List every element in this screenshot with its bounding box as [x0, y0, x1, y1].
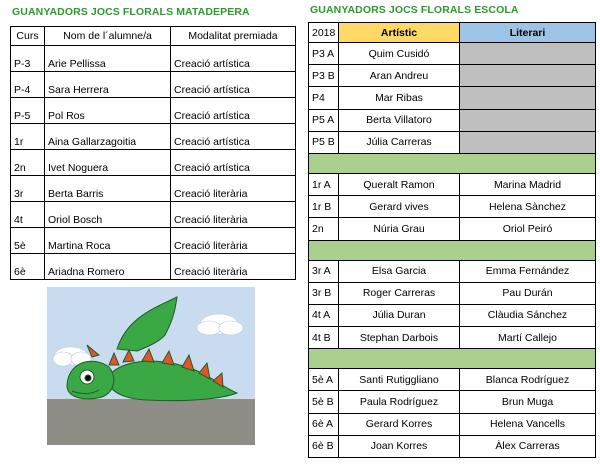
curs-cell: 5è A: [309, 369, 339, 391]
header-modalitat: Modalitat premiada: [171, 27, 296, 46]
curs-cell: 3r A: [309, 260, 339, 282]
artistic-winner-cell: Elsa Garcia: [339, 260, 460, 282]
curs-cell: 1r: [11, 124, 45, 150]
literari-winner-cell: Helena Vancells: [460, 413, 596, 435]
table-row: [309, 369, 596, 391]
modalitat-cell: Creació artística: [171, 124, 296, 150]
curs-cell: P3 A: [309, 43, 339, 65]
student-name-cell: Martina Roca: [45, 228, 171, 254]
table-row: [309, 65, 596, 87]
modalitat-cell: Creació artística: [171, 150, 296, 176]
header-nom: Nom de l´alumne/a: [45, 27, 171, 46]
table-row: [309, 304, 596, 326]
right-title: GUANYADORS JOCS FLORALS ESCOLA: [310, 4, 519, 16]
artistic-winner-cell: Joan Korres: [339, 435, 460, 457]
student-name-cell: Ariadna Romero: [45, 254, 171, 280]
student-name-cell: Sara Herrera: [45, 72, 171, 98]
right-winners-table: [308, 22, 596, 458]
right-header-row: [309, 23, 596, 43]
header-curs: Curs: [11, 27, 45, 46]
curs-cell: P3 B: [309, 65, 339, 87]
curs-cell: 5è: [11, 228, 45, 254]
right-table-body: [309, 43, 596, 458]
table-row: [309, 391, 596, 413]
table-row: [11, 124, 296, 150]
table-row: [309, 435, 596, 457]
literari-winner-cell: Pau Durán: [460, 282, 596, 304]
header-year: 2018: [309, 23, 339, 43]
dragon-drawing: [47, 287, 255, 445]
table-row: [309, 196, 596, 218]
modalitat-cell: Creació literària: [171, 228, 296, 254]
separator-cell: [309, 153, 596, 173]
literari-winner-cell: Marina Madrid: [460, 173, 596, 195]
curs-cell: 4t B: [309, 327, 339, 349]
curs-cell: 6è A: [309, 413, 339, 435]
student-name-cell: Arie Pellissa: [45, 46, 171, 72]
artistic-winner-cell: Mar Ribas: [339, 87, 460, 109]
table-row: [309, 109, 596, 131]
modalitat-cell: Creació artística: [171, 72, 296, 98]
modalitat-cell: Creació literària: [171, 202, 296, 228]
curs-cell: P5 A: [309, 109, 339, 131]
table-row: [309, 87, 596, 109]
left-header-row: [11, 27, 296, 46]
curs-cell: P4: [309, 87, 339, 109]
table-row: [309, 131, 596, 153]
literari-winner-cell: Emma Fernández: [460, 260, 596, 282]
separator-cell: [309, 240, 596, 260]
table-row: [11, 150, 296, 176]
curs-cell: P-4: [11, 72, 45, 98]
student-name-cell: Oriol Bosch: [45, 202, 171, 228]
literari-winner-cell: [460, 109, 596, 131]
curs-cell: 6è: [11, 254, 45, 280]
modalitat-cell: Creació artística: [171, 98, 296, 124]
modalitat-cell: Creació literària: [171, 254, 296, 280]
literari-winner-cell: Àlex Carreras: [460, 435, 596, 457]
student-name-cell: Berta Barris: [45, 176, 171, 202]
artistic-winner-cell: Berta Villatoro: [339, 109, 460, 131]
table-row: [11, 46, 296, 72]
artistic-winner-cell: Paula Rodríguez: [339, 391, 460, 413]
curs-cell: P-5: [11, 98, 45, 124]
artistic-winner-cell: Santi Rutiggliano: [339, 369, 460, 391]
modalitat-cell: Creació literària: [171, 176, 296, 202]
left-winners-table: [10, 26, 296, 280]
curs-cell: 6è B: [309, 435, 339, 457]
table-row: [309, 413, 596, 435]
artistic-winner-cell: Aran Andreu: [339, 65, 460, 87]
curs-cell: 5è B: [309, 391, 339, 413]
separator-row: [309, 240, 596, 260]
table-row: [11, 98, 296, 124]
header-artistic: Artístic: [339, 23, 460, 43]
literari-winner-cell: Oriol Peiró: [460, 218, 596, 240]
curs-cell: 4t A: [309, 304, 339, 326]
table-row: [309, 282, 596, 304]
curs-cell: 2n: [11, 150, 45, 176]
curs-cell: 1r B: [309, 196, 339, 218]
separator-row: [309, 349, 596, 369]
table-row: [309, 218, 596, 240]
table-row: [309, 43, 596, 65]
curs-cell: P5 B: [309, 131, 339, 153]
modalitat-cell: Creació artística: [171, 46, 296, 72]
header-literari: Literari: [460, 23, 596, 43]
literari-winner-cell: Martí Callejo: [460, 327, 596, 349]
literari-winner-cell: [460, 87, 596, 109]
curs-cell: 1r A: [309, 173, 339, 195]
table-row: [309, 260, 596, 282]
artistic-winner-cell: Stephan Darbois: [339, 327, 460, 349]
curs-cell: P-3: [11, 46, 45, 72]
separator-cell: [309, 349, 596, 369]
artistic-winner-cell: Roger Carreras: [339, 282, 460, 304]
literari-winner-cell: [460, 43, 596, 65]
student-name-cell: Pol Ros: [45, 98, 171, 124]
curs-cell: 3r B: [309, 282, 339, 304]
artistic-winner-cell: Núria Grau: [339, 218, 460, 240]
curs-cell: 4t: [11, 202, 45, 228]
artistic-winner-cell: Queralt Ramon: [339, 173, 460, 195]
literari-winner-cell: [460, 131, 596, 153]
literari-winner-cell: Brun Muga: [460, 391, 596, 413]
table-row: [11, 228, 296, 254]
left-title: GUANYADORS JOCS FLORALS MATADEPERA: [12, 6, 250, 18]
curs-cell: 3r: [11, 176, 45, 202]
literari-winner-cell: Helena Sànchez: [460, 196, 596, 218]
table-row: [11, 202, 296, 228]
table-row: [309, 173, 596, 195]
table-row: [309, 327, 596, 349]
curs-cell: 2n: [309, 218, 339, 240]
table-row: [11, 254, 296, 280]
artistic-winner-cell: Júlia Carreras: [339, 131, 460, 153]
artistic-winner-cell: Gerard vives: [339, 196, 460, 218]
student-name-cell: Aina Gallarzagoitia: [45, 124, 171, 150]
student-name-cell: Ivet Noguera: [45, 150, 171, 176]
left-table-body: [11, 46, 296, 280]
artistic-winner-cell: Quim Cusidó: [339, 43, 460, 65]
literari-winner-cell: Clàudia Sánchez: [460, 304, 596, 326]
artistic-winner-cell: Júlia Duran: [339, 304, 460, 326]
literari-winner-cell: Blanca Rodríguez: [460, 369, 596, 391]
artistic-winner-cell: Gerard Korres: [339, 413, 460, 435]
literari-winner-cell: [460, 65, 596, 87]
table-row: [11, 176, 296, 202]
table-row: [11, 72, 296, 98]
drawing-ground: [47, 399, 255, 445]
separator-row: [309, 153, 596, 173]
